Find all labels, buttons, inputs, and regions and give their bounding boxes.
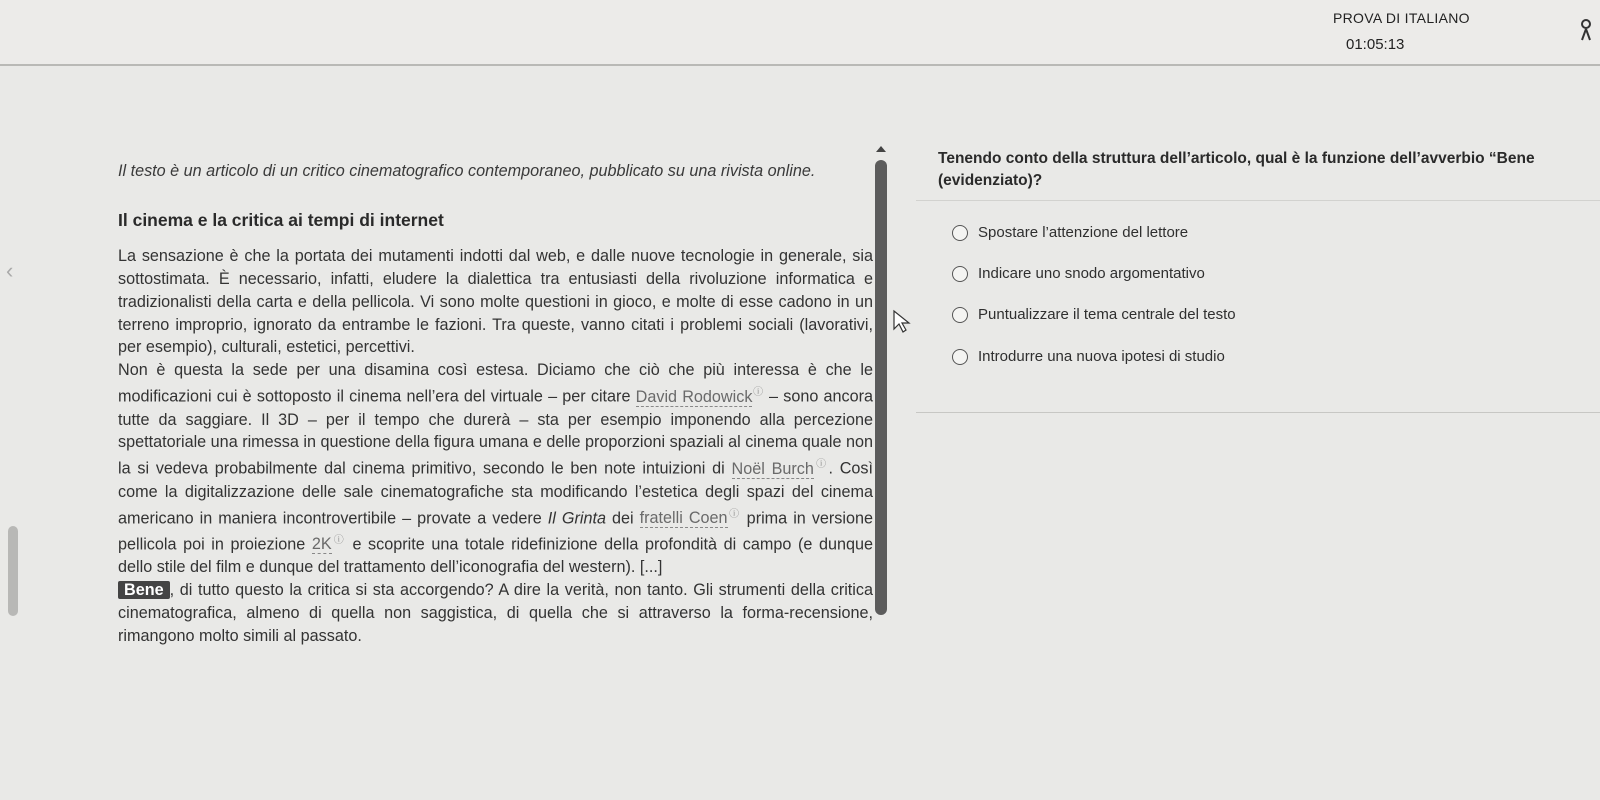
option-a[interactable] (952, 224, 1188, 241)
article-title: Il cinema e la critica ai tempi di internet (118, 209, 444, 230)
question-text (938, 148, 1600, 192)
option-label: Spostare l’attenzione del lettore (978, 224, 1189, 241)
option-label: Indicare uno snodo argomentativo (978, 265, 1205, 282)
option-c[interactable] (952, 306, 1236, 323)
paragraph-text: , di tutto questo la critica si sta accorgendo? A dire la verità, non tanto. Gli strumenti della critica cinematografica, almeno di quella non saggistica, di quella che si attraverso la forma-recensione, rimangono molto simili al passato. (118, 581, 873, 645)
footnote-link-rodowick[interactable]: David Rodowick (635, 387, 753, 406)
footnote-link-burch[interactable]: Noël Burch (731, 459, 814, 478)
radio-button[interactable] (952, 349, 968, 365)
info-icon[interactable]: ⓘ (752, 387, 764, 399)
question-panel (916, 140, 1600, 413)
question-divider (916, 200, 1600, 201)
exam-header (0, 0, 1600, 66)
exam-title: PROVA DI ITALIANO (1333, 10, 1470, 26)
article-paragraph-3 (118, 579, 873, 648)
radio-button[interactable] (952, 266, 968, 282)
radio-button[interactable] (952, 307, 968, 323)
option-label: Introdurre una nuova ipotesi di studio (978, 348, 1225, 365)
scroll-up-arrow-icon[interactable] (876, 146, 886, 152)
option-label: Puntualizzare il tema centrale del testo (978, 306, 1236, 323)
paragraph-text: e scoprite una totale ridefinizione della profondità di campo (e dunque dello stile del film e dunque del trattamento dell’iconografia del western). [...] (118, 535, 873, 577)
paragraph-text: – sono ancora tutte da saggiare. Il 3D – per il tempo che durerà – sta per esempio imponendo alla percezione spettatoriale una rimessa in questione della figura umana e delle proporzioni spaziali al cinema quale non la si vedeva probabilmente dal cinema primitivo, secondo le ben note intuizioni di (118, 387, 874, 478)
article-paragraph-1: La sensazione è che la portata dei mutamenti indotti dal web, e dalle nuove tecnologie in generale, sia sottostimata. È necessario, infatti, eludere la dialettica tra entusiasti della rivoluzione informatica e tradizionalisti della carta e della pellicola. Vi sono molte questioni in gioco, e molte di esse cadono in un terreno improprio, ignorato da entrambe le fazioni. Tra queste, vanno citati i problemi sociali (lavorativi, per esempio), culturali, estetici, percettivi. (118, 246, 873, 357)
article-text (118, 160, 873, 648)
option-b[interactable] (952, 265, 1205, 282)
paragraph-text: prima in versione pellicola poi in proiezione (118, 508, 874, 554)
article-intro: Il testo è un articolo di un critico cinematografico contemporaneo, pubblicato su una rivista online. (118, 162, 816, 180)
user-icon[interactable] (1576, 18, 1596, 42)
info-icon[interactable]: ⓘ (331, 534, 346, 546)
info-icon[interactable]: ⓘ (727, 508, 741, 520)
radio-button[interactable] (952, 225, 968, 241)
side-handle[interactable] (8, 526, 18, 616)
footnote-link-2k[interactable]: 2K (311, 535, 332, 554)
highlighted-word: Bene (118, 581, 170, 599)
info-icon[interactable]: ⓘ (813, 459, 829, 471)
article-scrollbar[interactable] (875, 160, 887, 615)
footnote-link-coen[interactable]: fratelli Coen (639, 508, 728, 527)
mouse-cursor-icon (892, 309, 916, 333)
paragraph-text: dei (605, 508, 640, 527)
paragraph-text: Non è questa la sede per una disamina così estesa. Diciamo che ciò che più interessa è che le modificazioni cui è sottoposto il cinema nell’era del virtuale – per citare (118, 361, 873, 406)
question-line-1: Tenendo conto della struttura dell’articolo, qual è la funzione dell’avverbio “Bene (938, 150, 1535, 167)
film-title: Il Grinta (547, 508, 606, 527)
previous-arrow-icon[interactable]: ‹ (6, 258, 14, 283)
article-paragraph-2 (118, 359, 873, 579)
paragraph-text: . Così come la digitalizzazione delle sale cinematografiche sta modificando l’estetica degli spazi del cinema americano in maniera incontrovertibile – provate a vedere (118, 459, 874, 527)
option-d[interactable] (952, 348, 1225, 365)
question-line-2: (evidenziato)? (938, 172, 1043, 189)
countdown-timer: 01:05:13 (1346, 36, 1405, 53)
